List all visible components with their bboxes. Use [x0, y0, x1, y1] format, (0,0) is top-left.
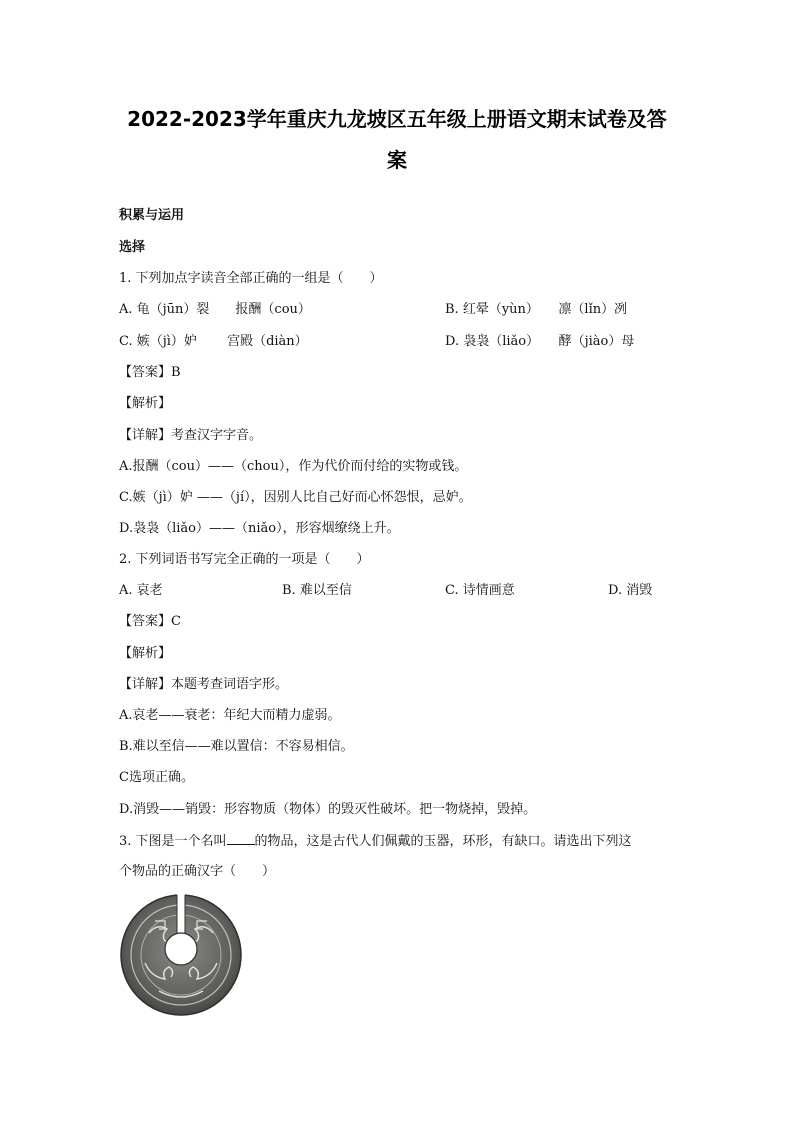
q1-option-d: D. 袅袅（liǎo） 酵（jiào）母: [445, 334, 635, 349]
q1-detail: 【详解】考查汉字字音。: [119, 428, 263, 443]
q2-detail-d: D.消毁——销毁：形容物质（物体）的毁灭性破坏。把一物烧掉，毁掉。: [119, 802, 537, 817]
q2-detail: 【详解】本题考查词语字形。: [119, 677, 289, 692]
q2-option-c: C. 诗情画意: [445, 583, 515, 598]
q1-answer: 【答案】B: [119, 365, 181, 380]
subsection-heading: 选择: [119, 240, 146, 255]
q3-stem-line2: 个物品的正确汉字（ ）: [119, 864, 276, 879]
q2-answer: 【答案】C: [119, 614, 181, 629]
q2-detail-c: C选项正确。: [119, 770, 194, 785]
section-heading: 积累与运用: [119, 208, 185, 223]
q1-analysis: 【解析】: [119, 396, 172, 411]
q1-detail-c: C.嫉（jì）妒 ——（jí），因别人比自己好而心怀怨恨，忌妒。: [119, 490, 472, 505]
q2-option-a: A. 哀老: [119, 583, 163, 598]
q1-option-c: C. 嫉（jì）妒 宫殿（diàn）: [119, 334, 308, 349]
q2-option-d: D. 消毁: [608, 583, 653, 598]
q2-detail-b: B.难以至信——难以置信：不容易相信。: [119, 739, 354, 754]
q2-detail-a: A.哀老——衰老：年纪大而精力虚弱。: [119, 708, 341, 723]
q3-blank: [227, 832, 255, 845]
q2-analysis: 【解析】: [119, 646, 172, 661]
q3-stem-after: 的物品，这是古代人们佩戴的玉器，环形，有缺口。请选出下列这: [254, 834, 632, 849]
q1-option-a: A. 龟（jūn）裂 报酬（cou）: [119, 302, 311, 317]
q1-detail-d: D.袅袅（liǎo）——（niǎo），形容烟缭绕上升。: [119, 521, 400, 536]
q3-stem-before: 3. 下图是一个名叫: [119, 834, 227, 849]
q3-stem-line1: [119, 832, 632, 851]
jade-jue-image: [119, 893, 243, 1017]
q1-detail-a: A.报酬（cou）——（chou），作为代价而付给的实物或钱。: [119, 459, 468, 474]
q2-stem: 2. 下列词语书写完全正确的一项是（ ）: [119, 552, 370, 567]
q2-option-b: B. 难以至信: [282, 583, 352, 598]
q1-option-b: B. 红晕（yùn） 凛（lǐn）冽: [445, 302, 628, 317]
q1-stem: 1. 下列加点字读音全部正确的一组是（ ）: [119, 271, 383, 286]
exam-title-line2: 案: [387, 148, 407, 172]
exam-title-line1: 2022-2023学年重庆九龙坡区五年级上册语文期末试卷及答: [127, 107, 667, 131]
